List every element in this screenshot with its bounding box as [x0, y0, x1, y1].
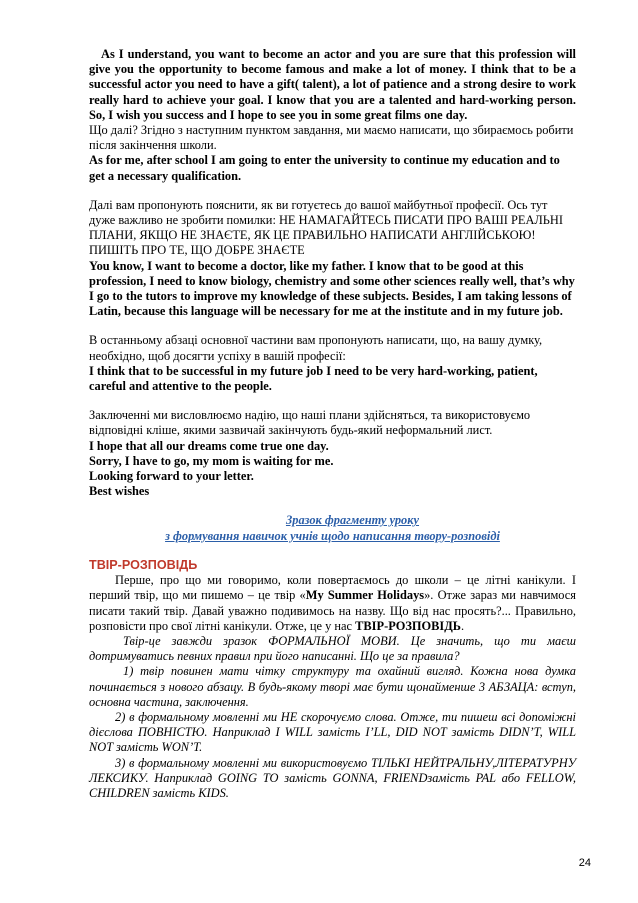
spacer: [89, 184, 576, 198]
english-paragraph-actor: As I understand, you want to become an actor and you are sure that this profession will give you the opportunity to become famous and make a lot of money. I think that to be a successful actor you need to have a gift( talent), a lot of patience and a strong desire to work really hard to achieve your goal. I know that you are a talented and hard-working person. So, I wish you success and I hope to see you in some great films one day.: [89, 47, 576, 122]
rule-3-paragraph: 3) в формальному мовленні ми використовуємо ТІЛЬКІ НЕЙТРАЛЬНУ,ЛІТЕРАТУРНУ ЛЕКСИКУ. Наприклад GOING TO замість GONNA, FRIENDзамість PAL або FELLOW, CHILDREN замість KIDS.: [89, 755, 576, 800]
english-paragraph-after-school: As for me, after school I am going to enter the university to continue my education and to get a necessary qualification.: [89, 153, 560, 183]
closing-line-4: Best wishes: [89, 484, 150, 499]
closing-line-3: Looking forward to your letter.: [89, 469, 254, 484]
english-paragraph-success: I think that to be successful in my future job I need to be very hard-working, patient, careful and attentive to the people.: [89, 363, 538, 394]
spacer: [89, 544, 576, 558]
spacer: [89, 394, 576, 408]
closing-line-1: I hope that all our dreams come true one day.: [89, 438, 329, 453]
lesson-heading-line-1: Зразок фрагменту уроку: [285, 513, 420, 528]
formal-language-paragraph: Твір-це завжди зразок ФОРМАЛЬНОЇ МОВИ. Це значить, що ти маєш дотримуватись певних правил при його написанні. Що це за правила?: [89, 633, 576, 664]
page-content: [89, 47, 576, 801]
ukrainian-instruction-after-school: Що далі? Згідно з наступним пунктом завдання, ми маємо написати, що збираємось робити після закінчення школи.: [89, 123, 574, 153]
english-paragraph-doctor: You know, I want to become a doctor, like my father. I know that to be good at this profession, I need to know biology, chemistry and some other sciences really well, that’s why I go to the tutors to improve my knowledge of these subjects. Besides, I am taking lessons of Latin, because this language will be necessary for me at the institute and in my future job.: [89, 258, 575, 319]
ukrainian-instruction-success: В останньому абзаці основної частини вам пропонують написати, що, на вашу думку, необхідно, щоб досягти успіху в вашій професії:: [89, 333, 543, 363]
rule-2-paragraph: 2) в формальному мовленні ми НЕ скорочуємо слова. Отже, ти пишеш всі допоміжні дієслова ПОВНІСТЮ. Наприклад I WILL замість I’LL, DID NOT замість DIDN’T, WILL NOT замість WON’T.: [89, 709, 576, 755]
lesson-heading-line-2: з формування навичок учнів щодо написання твору-розповіді: [165, 528, 500, 543]
ukrainian-instruction-preparation: Далі вам пропонують пояснити, як ви готуєтесь до вашої майбутньої професії. Ось тут дуже важливо не зробити помилки: НЕ НАМАГАЙТЕСЬ ПИСАТИ ПРО ВАШІ РЕАЛЬНІ ПЛАНИ, ЯКЩО НЕ ЗНАЄТЕ, ЯК ЦЕ ПРАВИЛЬНО НАПИСАТИ АНГЛІЙСЬКОЮ! ПИШІТЬ ПРО ТЕ, ЩО ДОБРЕ ЗНАЄТЕ: [89, 197, 563, 258]
rule-1-paragraph: 1) твір повинен мати чітку структуру та охайний вигляд. Кожна нова думка починається з нового абзацу. В будь-якому творі має бути щонайменше 3 АБЗАЦА: вступ, основна частина, заключення.: [89, 664, 576, 709]
page-number: 24: [578, 857, 591, 869]
ukrainian-instruction-conclusion: Заключенні ми висловлюємо надію, що наші плани здійсняться, та використовуємо відповідні кліше, якими зазвичай закінчують будь-який неформальний лист.: [89, 408, 531, 438]
section-title: ТВІР-РОЗПОВІДЬ: [89, 557, 198, 572]
closing-line-2: Sorry, I have to go, my mom is waiting for me.: [89, 453, 334, 468]
intro-paragraph: Перше, про що ми говоримо, коли повертаємось до школи – це літні канікули. І перший твір, що ми пишемо – це твір «My Summer Holidays». Отже зараз ми навчимося писати такий твір. Давай уважно подивимось на назву. Що від нас просять?... Правильно, розповісти про свої літні канікули. Отже, це у нас ТВІР-РОЗПОВІДЬ.: [89, 573, 576, 633]
spacer: [89, 499, 576, 513]
spacer: [89, 319, 576, 333]
